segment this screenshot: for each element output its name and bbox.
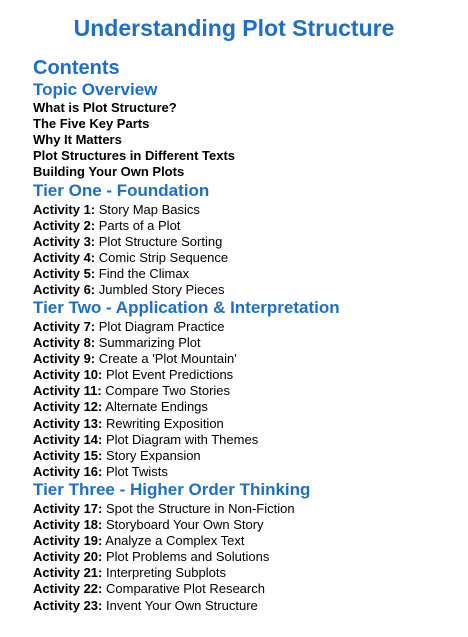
activity-name: Plot Diagram with Themes [106,431,259,447]
topic-overview-section [33,80,463,180]
activity-name: Spot the Structure in Non-Fiction [106,501,295,516]
activity-number: Activity 9: [33,351,96,367]
activity-number: Activity 6: [33,282,96,298]
activity-item [33,266,463,282]
activity-item [33,234,463,250]
overview-item: Plot Structures in Different Texts [33,148,236,164]
activity-name: Comparative Plot Research [106,581,265,597]
activity-item [33,416,463,432]
overview-item: The Five Key Parts [33,116,150,132]
tier-three-section [33,480,463,614]
activity-name: Plot Diagram Practice [98,319,225,334]
activity-name: Find the Climax [98,266,190,282]
activity-number: Activity 11: [33,383,102,399]
activity-item [33,202,463,218]
activity-name: Plot Structure Sorting [98,234,223,250]
activity-number: Activity 2: [33,218,96,234]
activity-number: Activity 21: [33,565,103,581]
topic-overview-heading: Topic Overview [33,80,158,99]
tier-two-heading: Tier Two - Application & Interpretation [33,298,340,317]
activity-name: Jumbled Story Pieces [98,282,225,298]
activity-name: Story Expansion [106,447,201,463]
activity-item [33,517,463,533]
activity-name: Rewriting Exposition [106,415,224,431]
activity-number: Activity 1: [33,202,96,217]
activity-item [33,335,463,351]
tier-one-section [33,181,463,299]
activity-name: Parts of a Plot [98,218,181,234]
document-title: Understanding Plot Structure [73,15,395,41]
activity-name: Plot Event Predictions [106,367,234,383]
activity-name: Story Map Basics [98,202,200,217]
activity-item [33,464,463,480]
activity-item [33,351,463,367]
activity-item [33,250,463,266]
activity-item [33,448,463,464]
activity-name: Plot Problems and Solutions [106,549,270,565]
activity-name: Plot Twists [106,463,168,479]
overview-item: Building Your Own Plots [33,164,185,180]
activity-item [33,549,463,565]
activity-item [33,319,463,335]
contents-heading: Contents [33,57,120,79]
activity-item [33,432,463,448]
activity-number: Activity 3: [33,234,96,250]
activity-item [33,565,463,581]
activity-number: Activity 10: [33,367,103,383]
activity-number: Activity 16: [33,463,103,479]
activity-item [33,218,463,234]
overview-item: Why It Matters [33,132,122,148]
activity-item [33,501,463,517]
activity-item [33,367,463,383]
activity-item [33,282,463,298]
tier-three-heading: Tier Three - Higher Order Thinking [33,480,311,499]
activity-number: Activity 12: [33,399,103,415]
activity-number: Activity 7: [33,319,96,334]
overview-item: What is Plot Structure? [33,100,177,115]
activity-name: Compare Two Stories [105,383,231,399]
activity-number: Activity 23: [33,597,103,613]
activity-number: Activity 22: [33,581,103,597]
activity-number: Activity 4: [33,250,96,266]
activity-number: Activity 17: [33,501,103,516]
activity-number: Activity 15: [33,447,103,463]
activity-number: Activity 18: [33,517,103,533]
activity-item [33,383,463,399]
tier-one-heading: Tier One - Foundation [33,181,210,200]
activity-name: Alternate Endings [105,399,208,415]
activity-name: Invent Your Own Structure [106,597,258,613]
activity-name: Analyze a Complex Text [105,533,245,549]
activity-name: Create a 'Plot Mountain' [98,351,237,367]
activity-item [33,581,463,597]
activity-item [33,533,463,549]
activity-number: Activity 8: [33,335,96,351]
activity-number: Activity 5: [33,266,96,282]
activity-number: Activity 19: [33,533,103,549]
activity-name: Comic Strip Sequence [98,250,229,266]
activity-number: Activity 13: [33,415,103,431]
activity-number: Activity 20: [33,549,103,565]
activity-name: Summarizing Plot [98,335,201,351]
activity-item [33,598,463,614]
activity-item [33,399,463,415]
activity-name: Interpreting Subplots [106,565,226,581]
tier-two-section [33,298,463,480]
activity-number: Activity 14: [33,431,103,447]
activity-name: Storyboard Your Own Story [106,517,264,533]
